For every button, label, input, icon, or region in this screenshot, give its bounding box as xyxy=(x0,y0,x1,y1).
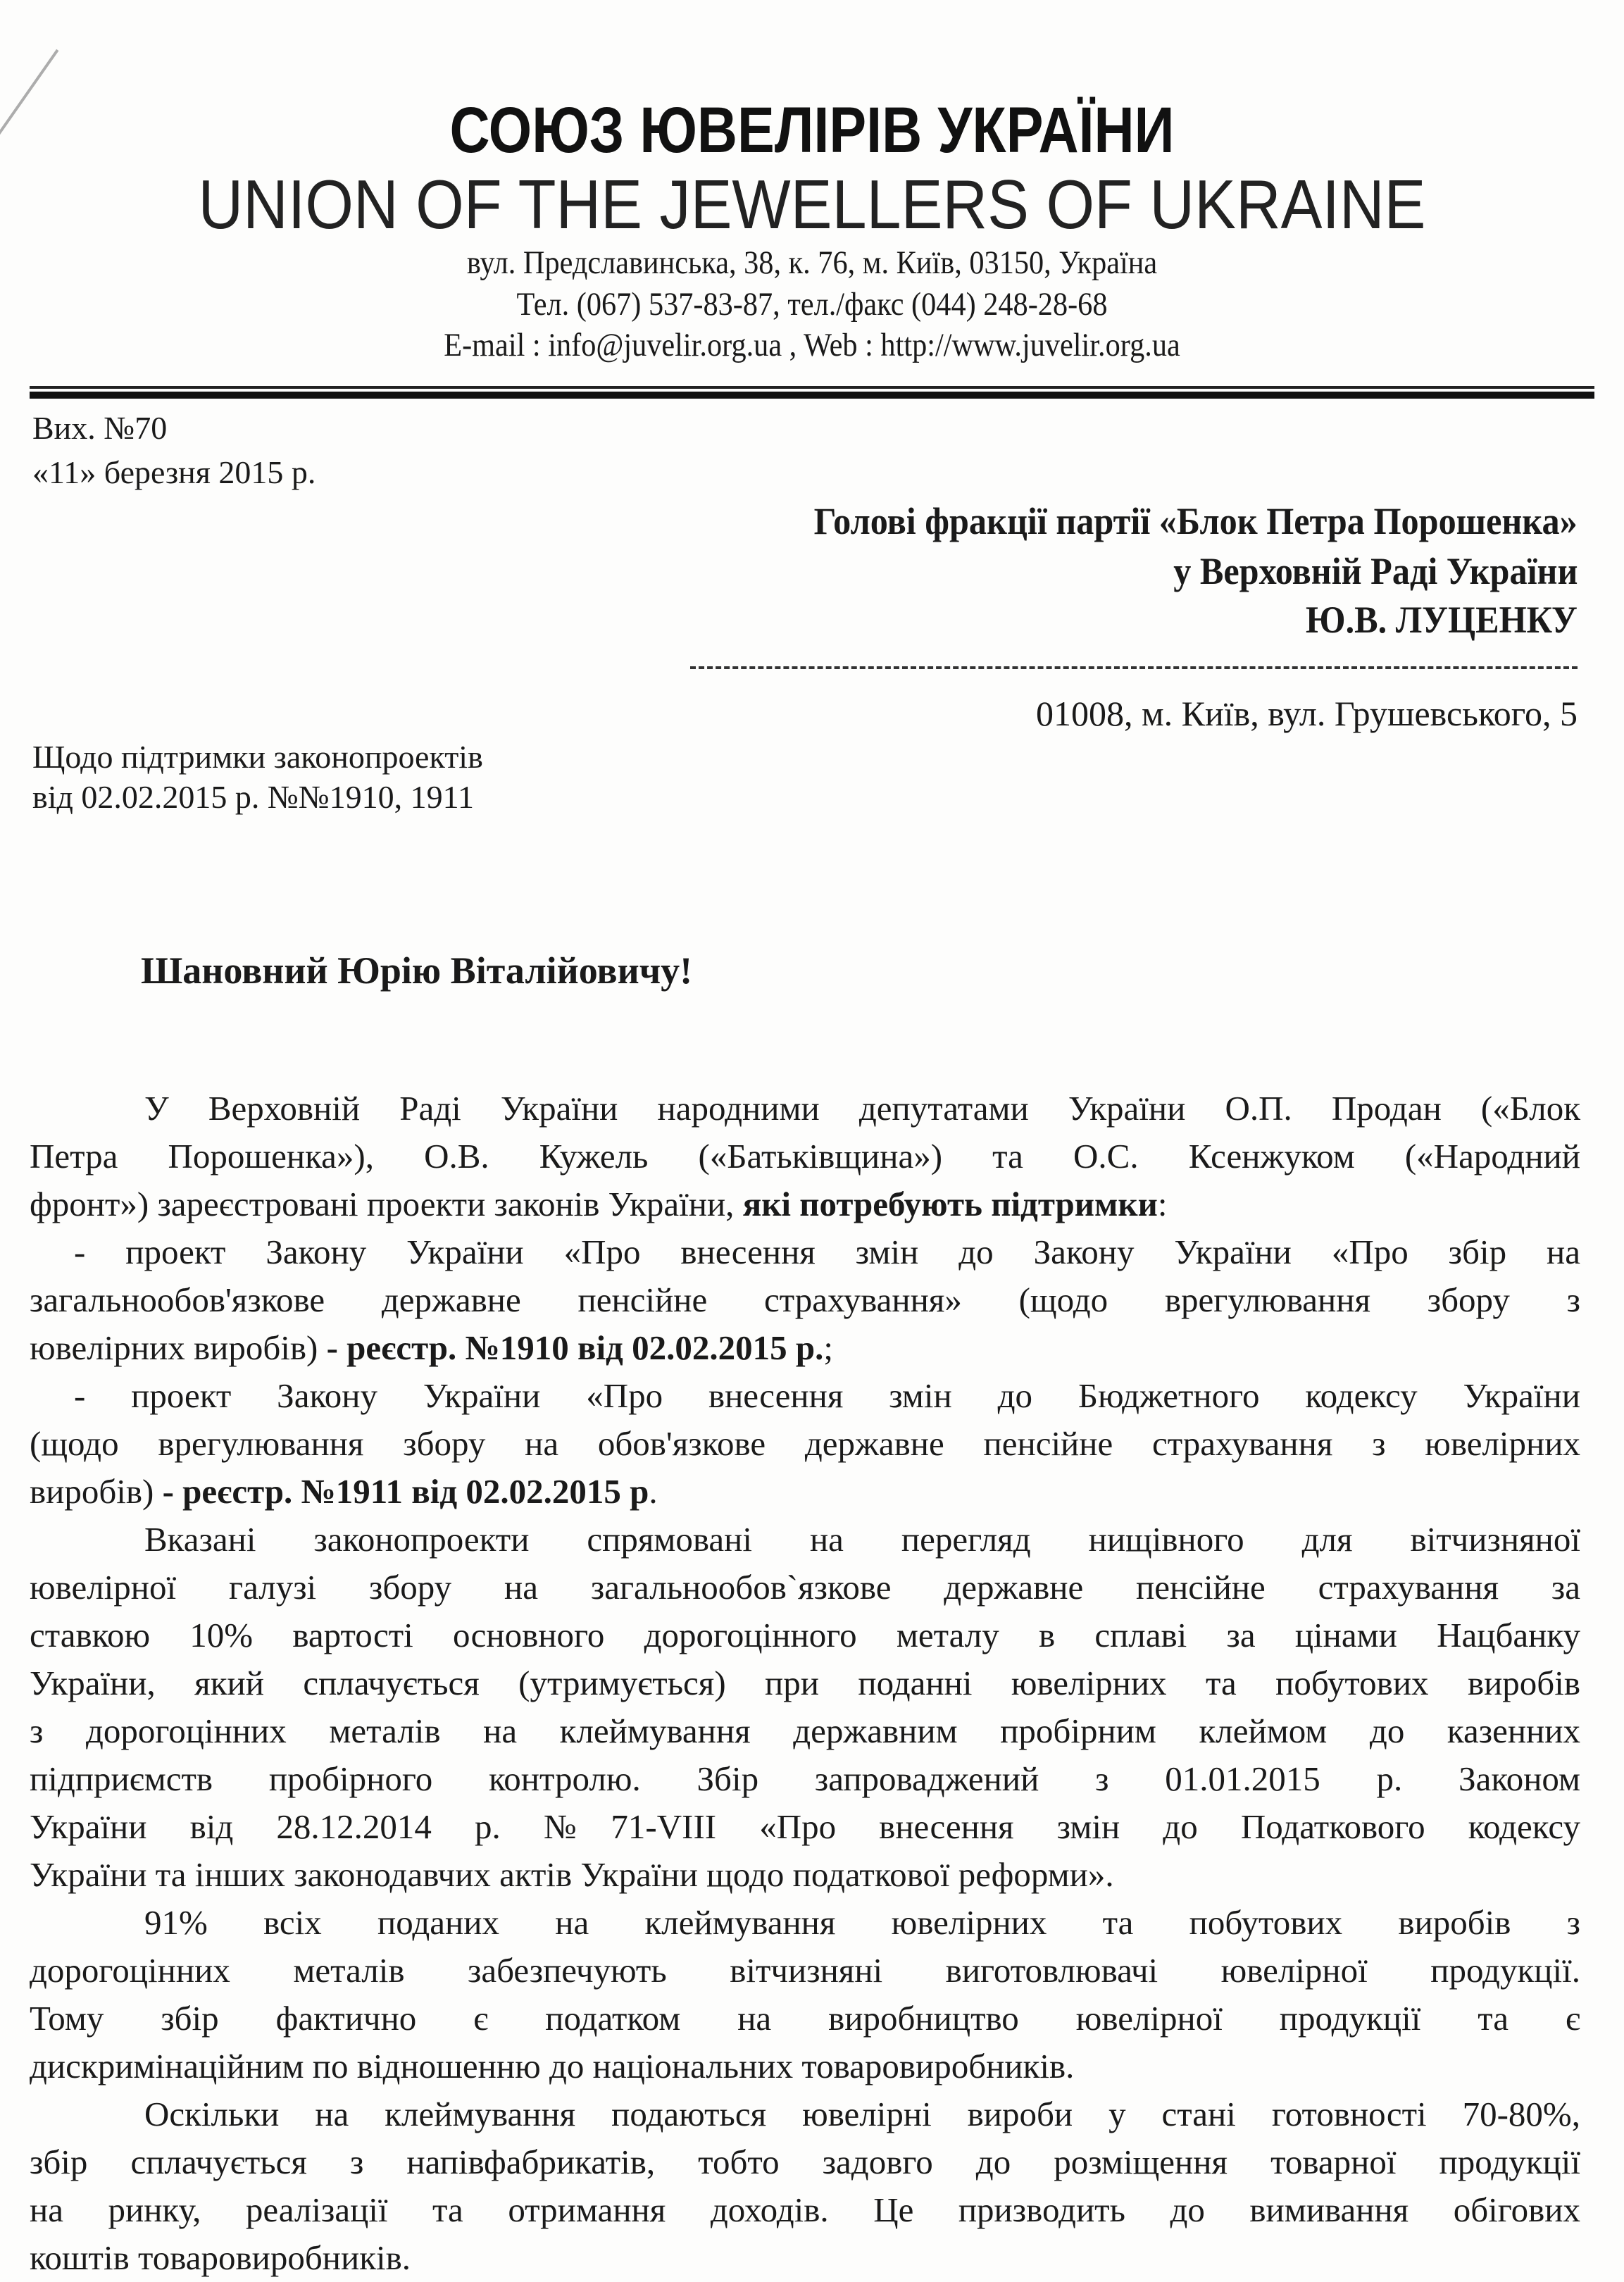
body-text: дорогоцінних металів забезпечують вітчизняні виготовлювачі ювелірної продукції. xyxy=(30,1951,1580,1990)
body-line xyxy=(30,1516,1580,1564)
body-text: України, який сплачується (утримується) при поданні ювелірних та побутових виробів xyxy=(30,1664,1580,1702)
body-line xyxy=(30,1372,1580,1420)
letter-body xyxy=(30,1085,1580,2282)
body-text: ; xyxy=(823,1328,833,1367)
body-text: фронт») зареєстровані проекти законів України, xyxy=(30,1185,743,1223)
body-text: України та інших законодавчих актів України щодо податкової реформи». xyxy=(30,1855,1114,1894)
body-line xyxy=(30,2043,1580,2090)
body-text: України від 28.12.2014 р. №71-VIII «Про внесення змін до Податкового кодексу xyxy=(30,1807,1580,1846)
letter-date: «11» березня 2015 р. xyxy=(32,454,316,490)
body-text: Вказані законопроекти спрямовані на перегляд нищівного для вітчизняної xyxy=(144,1520,1580,1559)
body-line xyxy=(30,1085,1580,1133)
body-line xyxy=(30,1899,1580,1947)
salutation: Шановний Юрію Віталійовичу! xyxy=(141,949,693,992)
body-line xyxy=(30,1228,1580,1276)
body-line xyxy=(30,1180,1580,1228)
body-text: - проект Закону України «Про внесення змін до Бюджетного кодексу України xyxy=(74,1376,1580,1415)
subject-line-1: Щодо підтримки законопроектів xyxy=(32,739,483,775)
body-text: (щодо врегулювання збору на обов'язкове державне пенсійне страхування з ювелірних xyxy=(30,1424,1580,1463)
body-text-bold: - реєстр. №1910 від 02.02.2015 р. xyxy=(326,1328,824,1367)
body-text: У Верховній Раді України народними депутатами України О.П. Продан («Блок xyxy=(144,1089,1580,1128)
body-line xyxy=(30,1803,1580,1851)
body-text: ставкою 10% вартості основного дорогоцінного металу в сплаві за цінами Нацбанку xyxy=(30,1616,1580,1654)
body-line xyxy=(30,1468,1580,1516)
body-text: . xyxy=(649,1472,658,1511)
body-text: ювелірних виробів) xyxy=(30,1328,327,1367)
recipient-name: Ю.В. ЛУЦЕНКУ xyxy=(1306,599,1578,641)
letterhead-title-ua: СОЮЗ ЮВЕЛІРІВ УКРАЇНИ xyxy=(449,94,1175,166)
body-line xyxy=(30,2090,1580,2138)
body-text: з дорогоцінних металів на клеймування державним пробірним клеймом до казенних xyxy=(30,1711,1580,1750)
dashed-separator xyxy=(690,666,1578,669)
body-text: : xyxy=(1157,1185,1168,1223)
body-text: Тому збір фактично є податком на виробництво ювелірної продукції та є xyxy=(30,1999,1580,2038)
body-text: 91% всіх поданих на клеймування ювелірних та побутових виробів з xyxy=(144,1903,1580,1942)
body-line xyxy=(30,2186,1580,2234)
body-text: збір сплачується з напівфабрикатів, тобто задовго до розміщення товарної продукції xyxy=(30,2143,1580,2181)
body-text: Петра Порошенка»), О.В. Кужель («Батьківщина») та О.С. Ксенжуком («Народний xyxy=(30,1137,1580,1176)
body-line xyxy=(30,2138,1580,2186)
header-divider-thin xyxy=(30,386,1594,389)
body-text: ювелірної галузі збору на загальнообов`язкове державне пенсійне страхування за xyxy=(30,1568,1580,1607)
body-line xyxy=(30,1564,1580,1611)
body-line xyxy=(30,1755,1580,1803)
scan-mark xyxy=(0,49,58,143)
recipient-line-1: Голові фракції партії «Блок Петра Порошенка» xyxy=(813,500,1578,542)
body-line xyxy=(30,1947,1580,1995)
body-line xyxy=(30,1420,1580,1468)
body-line xyxy=(30,1133,1580,1180)
letterhead-address: вул. Предславинська, 38, к. 76, м. Київ, 03150, Україна xyxy=(466,244,1158,281)
letterhead-contacts: E-mail : info@juvelir.org.ua , Web : http://www.juvelir.org.ua xyxy=(444,327,1180,363)
body-text: Оскільки на клеймування подаються ювелірні вироби у стані готовності 70-80%, xyxy=(144,2095,1580,2133)
body-text: дискримінаційним по відношенню до національних товаровиробників. xyxy=(30,2047,1075,2085)
body-text: загальнообов'язкове державне пенсійне страхування» (щодо врегулювання збору з xyxy=(30,1280,1580,1319)
recipient-line-2: у Верховній Раді України xyxy=(1173,550,1578,592)
outgoing-number: Вих. №70 xyxy=(32,410,168,446)
body-line xyxy=(30,1851,1580,1899)
body-text: коштів товаровиробників. xyxy=(30,2238,411,2277)
subject-line-2: від 02.02.2015 р. №№1910, 1911 xyxy=(32,779,474,815)
header-divider-thick xyxy=(30,392,1594,399)
body-line xyxy=(30,1276,1580,1324)
body-line xyxy=(30,1995,1580,2043)
body-line xyxy=(30,1707,1580,1755)
recipient-address: 01008, м. Київ, вул. Грушевського, 5 xyxy=(1035,694,1578,733)
body-line xyxy=(30,1659,1580,1707)
body-text-bold: - реєстр. №1911 від 02.02.2015 р xyxy=(162,1472,649,1511)
body-line xyxy=(30,1611,1580,1659)
body-text: виробів) xyxy=(30,1472,163,1511)
letterhead-phones: Тел. (067) 537-83-87, тел./факс (044) 248-28-68 xyxy=(516,286,1108,323)
body-text: - проект Закону України «Про внесення змін до Закону України «Про збір на xyxy=(74,1233,1580,1271)
body-text: на ринку, реалізації та отримання доходів. Це призводить до вимивання обігових xyxy=(30,2190,1580,2229)
body-text-bold: які потребують підтримки xyxy=(742,1185,1158,1223)
body-line xyxy=(30,2234,1580,2282)
body-line xyxy=(30,1324,1580,1372)
letterhead-title-en: UNION OF THE JEWELLERS OF UKRAINE xyxy=(198,166,1426,243)
body-text: підприємств пробірного контролю. Збір запроваджений з 01.01.2015 р. Законом xyxy=(30,1759,1580,1798)
